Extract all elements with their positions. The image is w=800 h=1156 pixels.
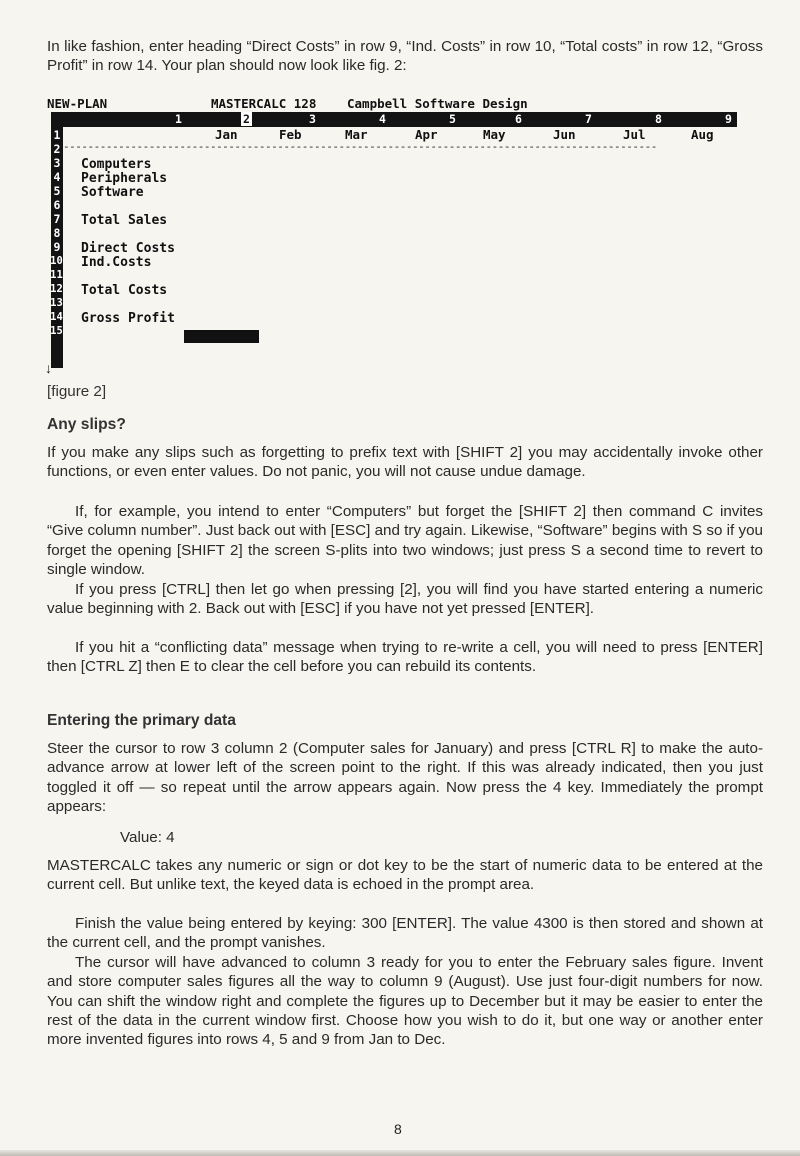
row-number: 12 bbox=[50, 283, 63, 295]
paragraph: If you hit a “conflicting data” message when trying to re-write a cell, you will need to press [ENTER] then [CTRL Z] then E to clear the cell before you can rebuild its contents. bbox=[47, 639, 763, 676]
column-number-bar bbox=[51, 112, 737, 127]
row-number: 2 bbox=[53, 142, 61, 156]
app-name: MASTERCALC 128 bbox=[211, 96, 317, 111]
row-number: 4 bbox=[53, 170, 61, 184]
page-number: 8 bbox=[394, 1121, 402, 1137]
row-number: 6 bbox=[53, 198, 61, 212]
month-label: Mar bbox=[345, 127, 368, 142]
row-label-total-costs: Total Costs bbox=[81, 283, 168, 298]
row-label-peripherals: Peripherals bbox=[81, 171, 168, 186]
paragraph: If, for example, you intend to enter “Computers” but forget the [SHIFT 2] then command C invites “Give column number”. Just back out with [ESC] and try again. Likewise, “Software” begins with S so if you forget the opening [SHIFT 2] the screen S-plits into two windows; just press S a second time to revert to single window. bbox=[47, 503, 763, 578]
paragraph: If you press [CTRL] then let go when pressing [2], you will find you have started entering a numeric value beginning with 2. Back out with [ESC] if you have not yet pressed [ENTER]. bbox=[47, 581, 763, 618]
spreadsheet-screen-figure bbox=[47, 96, 737, 368]
row-number: 11 bbox=[50, 269, 63, 281]
month-label: Jun bbox=[553, 127, 576, 142]
screen-title-bar bbox=[47, 96, 737, 112]
paragraph: Steer the cursor to row 3 column 2 (Computer sales for January) and press [CTRL R] to make the auto-advance arrow at lower left of the screen point to the right. If this was already indicated, then you just toggled it off — so repeat until the arrow appears again. Now press the 4 key. Immediately the prompt appears: bbox=[47, 740, 763, 815]
row-number: 14 bbox=[50, 311, 63, 323]
row-label-software: Software bbox=[81, 185, 144, 200]
paragraph: If you make any slips such as forgetting to prefix text with [SHIFT 2] you may accidentally invoke other functions, or even enter values. Do not panic, you will not cause undue damage. bbox=[47, 444, 763, 481]
month-label: Jul bbox=[623, 127, 646, 142]
row-number: 10 bbox=[50, 255, 63, 267]
paragraph: MASTERCALC takes any numeric or sign or dot key to be the start of numeric data to be entered at the current cell. But unlike text, the keyed data is echoed in the prompt area. bbox=[47, 857, 763, 894]
figure-caption: [figure 2] bbox=[47, 383, 107, 400]
row-number: 7 bbox=[53, 212, 61, 226]
row-label-gross-profit: Gross Profit bbox=[81, 311, 175, 326]
row-label-total-sales: Total Sales bbox=[81, 213, 168, 228]
row-number: 5 bbox=[53, 184, 61, 198]
row-label-computers: Computers bbox=[81, 157, 152, 172]
publisher-name: Campbell Software Design bbox=[347, 96, 528, 111]
page-bottom-edge bbox=[0, 1150, 800, 1156]
paragraph: Finish the value being entered by keying: 300 [ENTER]. The value 4300 is then stored and shown at the current cell, and the prompt vanishes. bbox=[47, 915, 763, 952]
column-number: 1 bbox=[175, 112, 182, 126]
row-number: 1 bbox=[53, 128, 61, 142]
intro-paragraph: In like fashion, enter heading “Direct Costs” in row 9, “Ind. Costs” in row 10, “Total costs” in row 12, “Gross Profit” in row 14. Your plan should now look like fig. 2: bbox=[47, 38, 763, 75]
column-number: 8 bbox=[655, 112, 662, 126]
section-heading-any-slips: Any slips? bbox=[47, 416, 126, 433]
column-number: 2 bbox=[243, 112, 250, 126]
value-prompt: Value: 4 bbox=[120, 829, 175, 846]
paragraph: The cursor will have advanced to column 3 ready for you to enter the February sales figure. Invent and store computer sales figures all the way to column 9 (August). Use just four-digit numbers for now. You can shift the window right and complete the figures up to December but it may be easier to enter the rest of the data in the current window first. Choose how you wish to do it, but one way or another enter more invented figures into rows 4, 5 and 9 from Jan to Dec. bbox=[47, 954, 763, 1049]
month-label: Apr bbox=[415, 127, 438, 142]
column-number: 5 bbox=[449, 112, 456, 126]
month-label: Feb bbox=[279, 127, 302, 142]
column-number: 6 bbox=[515, 112, 522, 126]
down-arrow-icon: ↓ bbox=[45, 360, 52, 376]
month-label: Aug bbox=[691, 127, 714, 142]
row-number: 13 bbox=[50, 297, 63, 309]
cell-cursor bbox=[184, 330, 259, 343]
row-number: 3 bbox=[53, 156, 61, 170]
column-number: 9 bbox=[725, 112, 732, 126]
row-number: 9 bbox=[53, 240, 61, 254]
divider-dashes: ------------------------------------------------------------------------------------------------- bbox=[63, 140, 657, 152]
section-heading-entering-data: Entering the primary data bbox=[47, 712, 236, 729]
month-label: Jan bbox=[215, 127, 238, 142]
row-label-ind-costs: Ind.Costs bbox=[81, 255, 152, 270]
column-number: 4 bbox=[379, 112, 386, 126]
month-label: May bbox=[483, 127, 506, 142]
row-number: 8 bbox=[53, 226, 61, 240]
column-number: 7 bbox=[585, 112, 592, 126]
plan-name: NEW-PLAN bbox=[47, 96, 108, 111]
row-number: 15 bbox=[50, 325, 63, 337]
row-label-direct-costs: Direct Costs bbox=[81, 241, 175, 256]
column-number: 3 bbox=[309, 112, 316, 126]
